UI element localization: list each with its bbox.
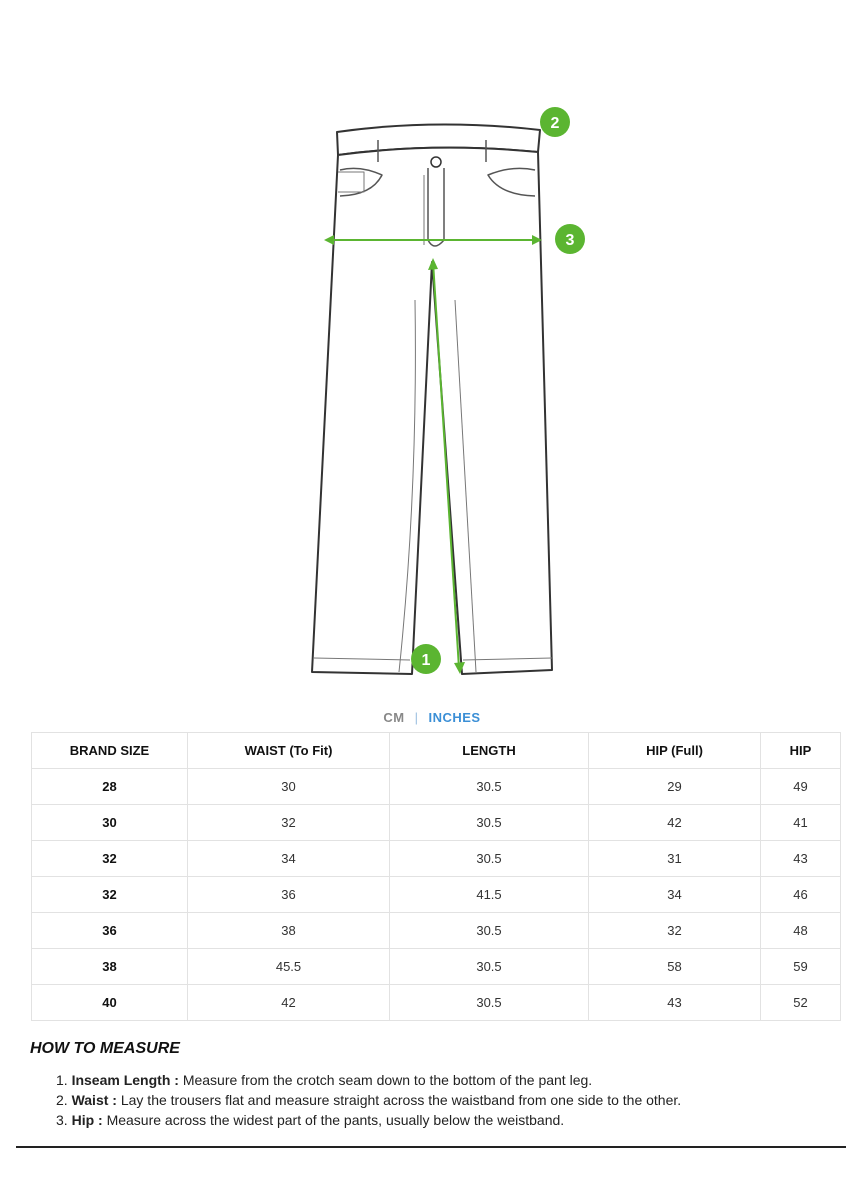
table-header-row xyxy=(32,733,841,769)
item-text: Measure across the widest part of the pants, usually below the weistband. xyxy=(102,1112,565,1128)
cell-length: 30.5 xyxy=(390,769,589,805)
cell-waist: 45.5 xyxy=(188,949,390,985)
list-item xyxy=(56,1110,681,1130)
table-row xyxy=(32,949,841,985)
cell-brand-size: 38 xyxy=(32,949,188,985)
cell-length: 41.5 xyxy=(390,877,589,913)
cell-brand-size: 32 xyxy=(32,877,188,913)
table-row xyxy=(32,913,841,949)
marker-three-label: 3 xyxy=(565,232,575,249)
table-row xyxy=(32,805,841,841)
cell-hip: 49 xyxy=(761,769,841,805)
cell-hip: 59 xyxy=(761,949,841,985)
item-term: Waist : xyxy=(71,1092,117,1108)
cell-waist: 34 xyxy=(188,841,390,877)
table-row xyxy=(32,985,841,1021)
cell-hip-full: 31 xyxy=(589,841,761,877)
cell-hip-full: 42 xyxy=(589,805,761,841)
cell-length: 30.5 xyxy=(390,949,589,985)
cell-hip: 48 xyxy=(761,913,841,949)
cell-brand-size: 32 xyxy=(32,841,188,877)
item-text: Measure from the crotch seam down to the bottom of the pant leg. xyxy=(178,1072,593,1088)
cell-brand-size: 36 xyxy=(32,913,188,949)
item-number: 2. xyxy=(56,1092,68,1108)
item-term: Inseam Length : xyxy=(71,1072,179,1088)
list-item xyxy=(56,1090,681,1110)
cell-hip: 52 xyxy=(761,985,841,1021)
bottom-divider xyxy=(16,1146,846,1148)
unit-toggle xyxy=(0,710,864,725)
item-number: 3. xyxy=(56,1112,68,1128)
item-number: 1. xyxy=(56,1072,68,1088)
cell-hip: 46 xyxy=(761,877,841,913)
cell-hip-full: 58 xyxy=(589,949,761,985)
marker-one-badge xyxy=(411,644,441,674)
cell-hip-full: 32 xyxy=(589,913,761,949)
marker-two-label: 2 xyxy=(550,115,560,132)
marker-one-label: 1 xyxy=(421,652,431,669)
cell-hip: 41 xyxy=(761,805,841,841)
cell-length: 30.5 xyxy=(390,913,589,949)
how-to-measure-heading: HOW TO MEASURE xyxy=(30,1040,180,1057)
cell-waist: 32 xyxy=(188,805,390,841)
button-icon xyxy=(431,157,441,167)
item-text: Lay the trousers flat and measure straight across the waistband from one side to the other. xyxy=(116,1092,682,1108)
unit-separator: | xyxy=(414,710,419,725)
marker-two-badge xyxy=(540,107,570,137)
marker-three-badge xyxy=(555,224,585,254)
header-hip-full: HIP (Full) xyxy=(589,733,761,769)
table-row xyxy=(32,769,841,805)
cell-length: 30.5 xyxy=(390,985,589,1021)
cell-waist: 36 xyxy=(188,877,390,913)
cell-length: 30.5 xyxy=(390,841,589,877)
pants-outline xyxy=(312,124,552,674)
unit-inches-option[interactable]: INCHES xyxy=(428,710,481,725)
cell-brand-size: 40 xyxy=(32,985,188,1021)
how-to-measure-list xyxy=(56,1070,681,1130)
cell-brand-size: 28 xyxy=(32,769,188,805)
cell-brand-size: 30 xyxy=(32,805,188,841)
cell-hip-full: 29 xyxy=(589,769,761,805)
item-term: Hip : xyxy=(71,1112,103,1128)
list-item xyxy=(56,1070,681,1090)
cell-hip: 43 xyxy=(761,841,841,877)
cell-hip-full: 34 xyxy=(589,877,761,913)
header-length: LENGTH xyxy=(390,733,589,769)
table-row xyxy=(32,877,841,913)
table-row xyxy=(32,841,841,877)
cell-waist: 42 xyxy=(188,985,390,1021)
cell-hip-full: 43 xyxy=(589,985,761,1021)
unit-cm-option[interactable]: CM xyxy=(383,710,405,725)
cell-waist: 30 xyxy=(188,769,390,805)
header-hip: HIP xyxy=(761,733,841,769)
cell-waist: 38 xyxy=(188,913,390,949)
header-waist: WAIST (To Fit) xyxy=(188,733,390,769)
cell-length: 30.5 xyxy=(390,805,589,841)
header-brand-size: BRAND SIZE xyxy=(32,733,188,769)
size-chart-table xyxy=(31,732,841,1021)
